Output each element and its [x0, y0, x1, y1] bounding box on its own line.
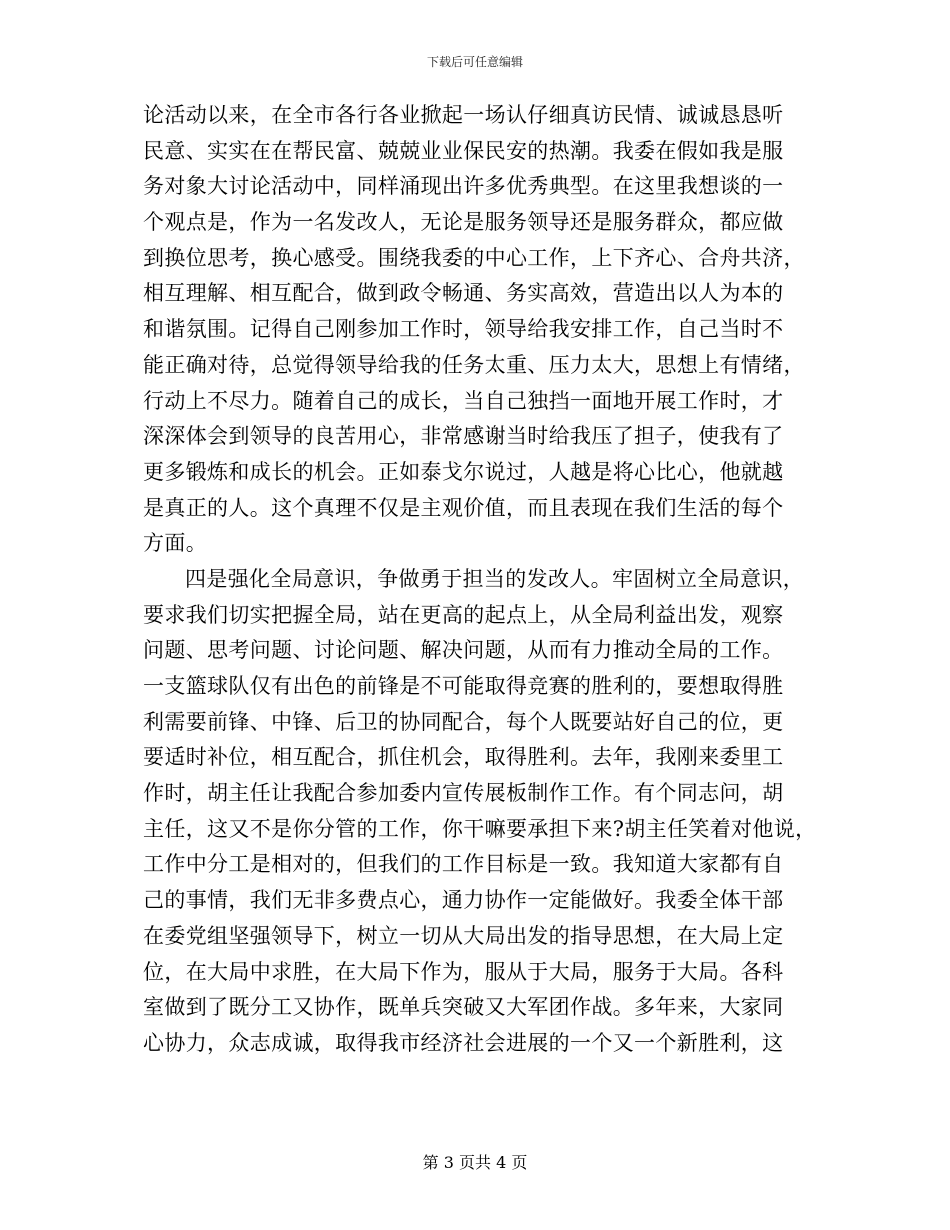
text-line: 和谐氛围。记得自己刚参加工作时，领导给我安排工作，自己当时不	[143, 317, 784, 342]
text-line: 位，在大局中求胜，在大局下作为，服从于大局，服务于大局。各科	[143, 959, 784, 984]
text-line: 相互理解、相互配合，做到政令畅通、务实高效，营造出以人为本的	[143, 281, 784, 306]
text-line: 论活动以来，在全市各行各业掀起一场认仔细真访民情、诚诚恳恳听	[143, 103, 784, 127]
text-line: 主任，这又不是你分管的工作，你干嘛要承担下来?胡主任笑着对他说，	[143, 816, 817, 841]
text-line: 能正确对待，总觉得领导给我的任务太重、压力太大，思想上有情绪，	[143, 352, 805, 377]
text-line: 己的事情，我们无非多费点心，通力协作一定能做好。我委全体干部	[143, 888, 784, 913]
text-line: 行动上不尽力。随着自己的成长，当自己独挡一面地开展工作时，才	[143, 388, 784, 413]
paragraph-start-line: 四是强化全局意识，争做勇于担当的发改人。牢固树立全局意识，	[185, 566, 805, 591]
text-line: 心协力，众志成诚，取得我市经济社会进展的一个又一个新胜利，这	[143, 1030, 784, 1055]
text-line: 务对象大讨论活动中，同样涌现出许多优秀典型。在这里我想谈的一	[143, 174, 784, 199]
text-line: 一支篮球队仅有出色的前锋是不可能取得竞赛的胜利的，要想取得胜	[143, 674, 784, 698]
text-line: 要适时补位，相互配合，抓住机会，取得胜利。去年，我刚来委里工	[143, 745, 784, 770]
text-line: 方面。	[143, 531, 208, 556]
text-line: 个观点是，作为一名发改人，无论是服务领导还是服务群众，都应做	[143, 210, 784, 235]
text-line: 作时，胡主任让我配合参加委内宣传展板制作工作。有个同志问，胡	[143, 781, 784, 806]
page-number-footer: 第 3 页共 4 页	[422, 1153, 528, 1172]
text-line: 工作中分工是相对的，但我们的工作目标是一致。我知道大家都有自	[143, 852, 784, 877]
text-line: 是真正的人。这个真理不仅是主观价值，而且表现在我们生活的每个	[143, 495, 784, 520]
text-line: 民意、实实在在帮民富、兢兢业业保民安的热潮。我委在假如我是服	[143, 138, 784, 163]
text-line: 问题、思考问题、讨论问题、解决问题，从而有力推动全局的工作。	[143, 638, 784, 663]
text-line: 更多锻炼和成长的机会。正如泰戈尔说过，人越是将心比心，他就越	[143, 459, 784, 484]
text-line: 室做到了既分工又协作，既单兵突破又大军团作战。多年来，大家同	[143, 995, 784, 1020]
text-line: 要求我们切实把握全局，站在更高的起点上，从全局利益出发，观察	[143, 602, 784, 627]
text-line: 在委党组坚强领导下，树立一切从大局出发的指导思想，在大局上定	[143, 923, 784, 948]
page-header: 下载后可任意编辑	[426, 55, 523, 69]
text-line: 深深体会到领导的良苦用心，非常感谢当时给我压了担子，使我有了	[143, 424, 784, 449]
text-line: 利需要前锋、中锋、后卫的协同配合，每个人既要站好自己的位，更	[143, 709, 784, 734]
text-line: 到换位思考，换心感受。围绕我委的中心工作，上下齐心、合舟共济，	[143, 245, 805, 270]
body-text	[143, 98, 817, 1062]
